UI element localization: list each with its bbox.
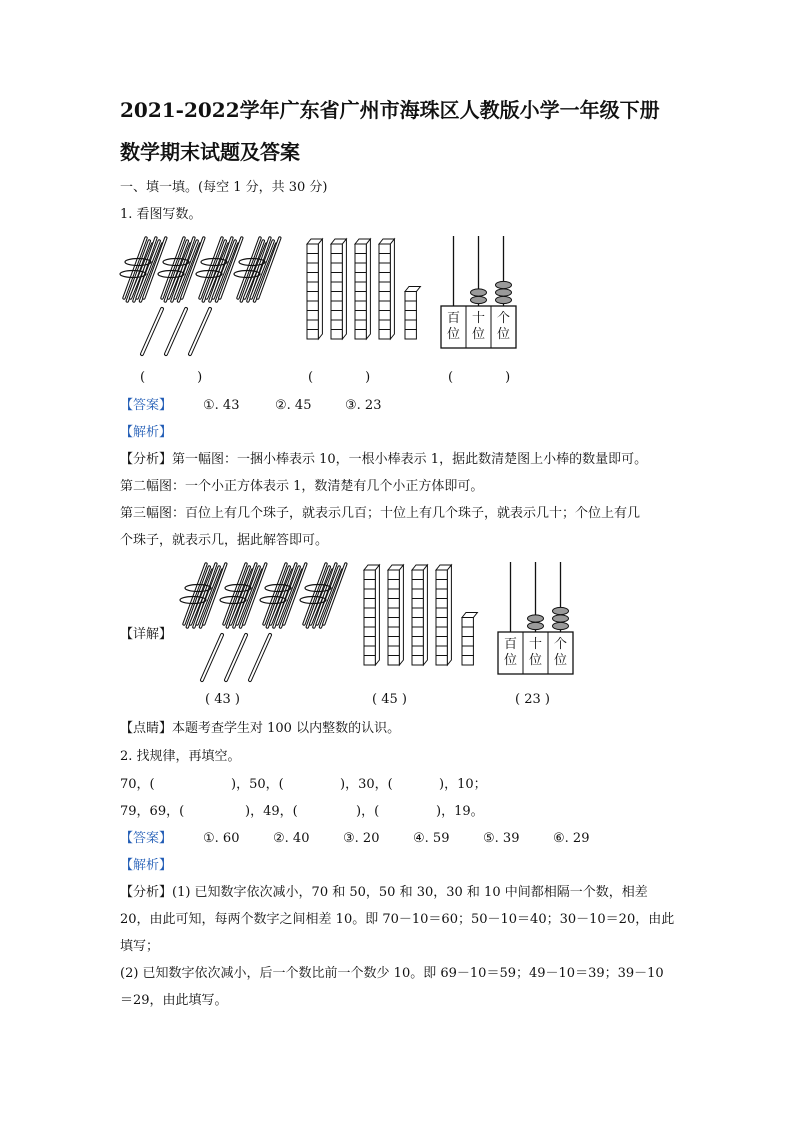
ten-rod [364,565,379,665]
single-stick [190,309,210,354]
ten-rod [307,239,322,339]
sequence-1-part: )，50，( [231,777,284,792]
single-stick [250,635,270,680]
stick-bundle [120,238,166,301]
sequence-1-part: 70，( [120,777,155,792]
blank-3: ( ) [448,370,511,385]
sequence-2-part: )，( [356,804,380,819]
stick-bundle [158,238,204,301]
bead [471,289,487,296]
single-stick [142,309,162,354]
analysis-line: 第三幅图：百位上有几个珠子，就表示几百；十位上有几个珠子，就表示几十；个位上有几 [120,506,641,521]
bead [471,296,487,303]
ten-rod [436,565,451,665]
single-stick [166,309,186,354]
answer-1: ①. 43 [203,398,240,413]
question-1-prompt: 1. 看图写数。 [120,207,202,222]
bead [496,281,512,288]
place-label: 位 [471,327,486,342]
analysis-line: 第二幅图：一个小正方体表示 1，数清楚有几个小正方体即可。 [120,479,484,494]
stick-bundles-figure [180,558,350,688]
bead [528,622,544,629]
single-stick [226,635,246,680]
unit-cubes-figure [362,562,482,682]
place-label: 位 [503,653,518,668]
bead [496,296,512,303]
sequence-1-part: )，30，( [340,777,393,792]
abacus-figure [497,562,577,677]
answer-tag: 【答案】 [120,831,173,846]
place-label: 百 [446,311,461,326]
analysis-line: 20，由此可知，每两个数字之间相差 10。即 70－10＝60；50－10＝40；30－10＝20，由此 [120,912,675,927]
unit-cubes [405,287,420,340]
ten-rod [412,565,427,665]
stick-bundle [220,564,266,627]
bead [528,615,544,622]
filled-answer-3: ( 23 ) [515,692,550,707]
single-stick [202,635,222,680]
place-label: 十 [471,311,486,326]
sequence-2-part: )，19。 [436,804,484,819]
stick-bundles-figure [120,232,230,362]
bead [553,607,569,614]
analysis-line: ＝29，由此填写。 [120,993,228,1008]
answer-tag: 【答案】 [120,398,173,413]
place-label: 个 [496,311,511,326]
analysis-line: (2) 已知数字依次减小，后一个数比前一个数少 10。即 69－10＝59；49－10＝39；39－10 [120,966,664,981]
place-label: 个 [553,637,568,652]
ten-rod [355,239,370,339]
answer-4: ④. 59 [413,831,450,846]
place-label: 位 [528,653,543,668]
document-title-line2: 数学期末试题及答案 [120,140,300,164]
comment: 【点睛】本题考查学生对 100 以内整数的认识。 [120,721,401,736]
sequence-2-part: 79，69，( [120,804,185,819]
analysis-line: 【分析】(1) 已知数字依次减小，70 和 50，50 和 30，30 和 10 中间都相隔一个数，相差 [120,885,648,900]
abacus [498,562,573,674]
analysis-tag: 【解析】 [120,858,173,873]
filled-answer-2: ( 45 ) [372,692,407,707]
ten-rod [379,239,394,339]
bead [496,289,512,296]
place-label: 十 [528,637,543,652]
analysis-line: 个珠子，就表示几，据此解答即可。 [120,533,329,548]
answer-3: ③. 20 [343,831,380,846]
bead [553,622,569,629]
analysis-line: 【分析】第一幅图：一捆小棒表示 10，一根小棒表示 1，据此数清楚图上小棒的数量即可。 [120,452,648,467]
analysis-line: 填写； [120,939,160,954]
answer-2: ②. 45 [275,398,312,413]
ten-rod [388,565,403,665]
document-title-line1: 2021-2022学年广东省广州市海珠区人教版小学一年级下册 [120,98,660,122]
place-label: 位 [496,327,511,342]
stick-bundle [234,238,280,301]
stick-bundle [300,564,346,627]
analysis-tag: 【解析】 [120,425,173,440]
answer-5: ⑤. 39 [483,831,520,846]
place-label: 位 [553,653,568,668]
sequence-2-part: )，49，( [245,804,298,819]
blank-1: ( ) [140,370,203,385]
unit-cubes-figure [305,236,425,356]
sequence-1-part: )，10； [439,777,487,792]
answer-1: ①. 60 [203,831,240,846]
stick-bundle [180,564,226,627]
filled-answer-1: ( 43 ) [205,692,240,707]
abacus-figure [440,236,520,351]
answer-3: ③. 23 [345,398,382,413]
detail-tag: 【详解】 [120,627,173,642]
section-heading: 一、填一填。(每空 1 分，共 30 分) [120,180,328,195]
stick-bundle [260,564,306,627]
bead [553,615,569,622]
answer-2: ②. 40 [273,831,310,846]
place-label: 百 [503,637,518,652]
answer-6: ⑥. 29 [553,831,590,846]
place-label: 位 [446,327,461,342]
abacus [441,236,516,348]
blank-2: ( ) [308,370,371,385]
unit-cubes [462,613,477,666]
question-2-prompt: 2. 找规律，再填空。 [120,749,241,764]
stick-bundle [196,238,242,301]
ten-rod [331,239,346,339]
